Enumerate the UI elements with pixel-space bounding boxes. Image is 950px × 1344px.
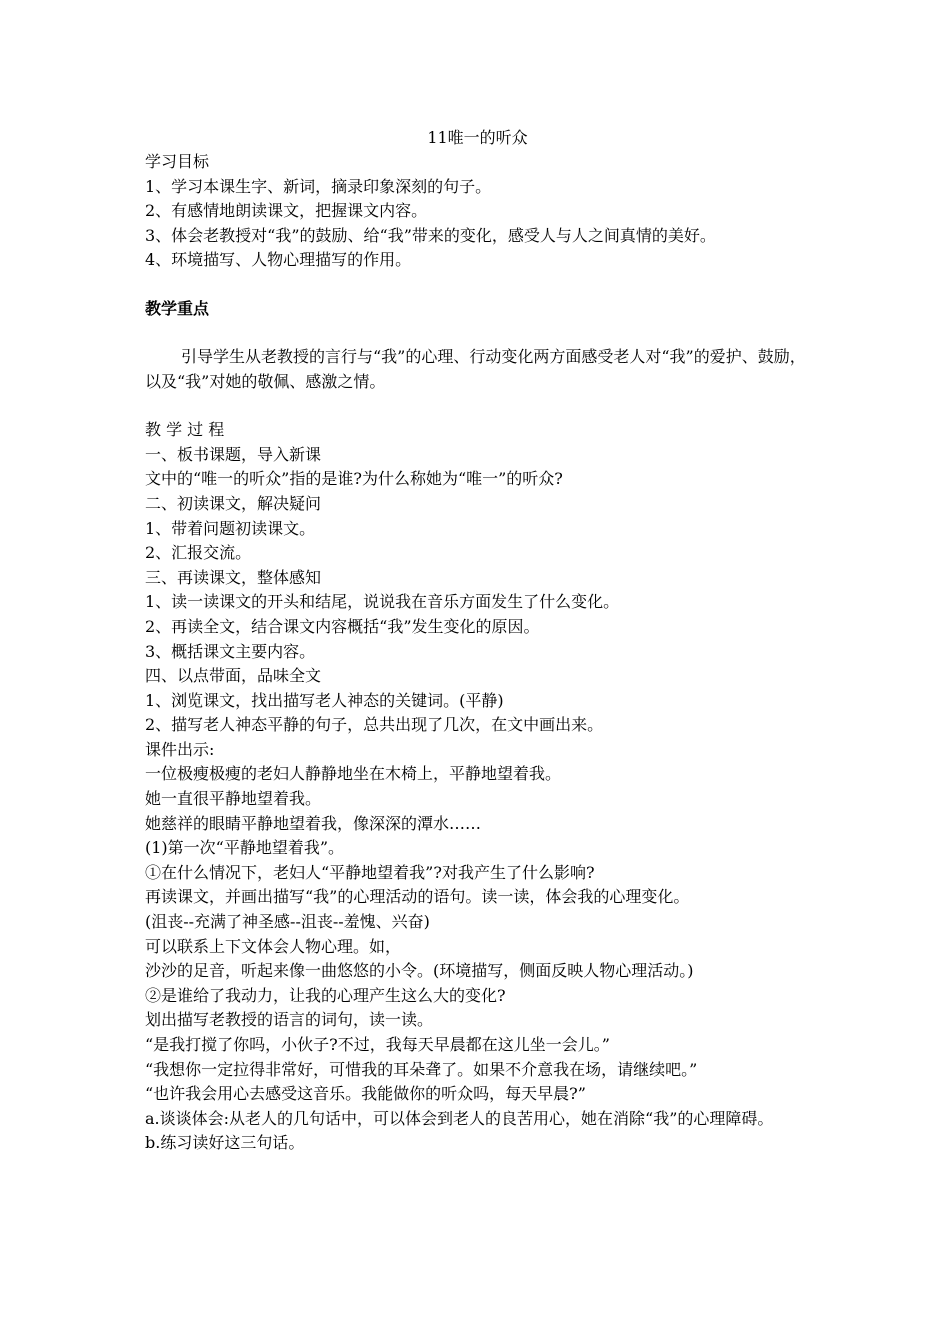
process-line: 3、概括课文主要内容。 xyxy=(145,641,316,661)
process-line: 三、再读课文，整体感知 xyxy=(145,567,322,587)
document-page xyxy=(145,126,810,1156)
process-line: “也许我会用心去感受这音乐。我能做你的听众吗，每天早晨?” xyxy=(145,1084,586,1104)
goal-item: 1、学习本课生字、新词，摘录印象深刻的句子。 xyxy=(145,176,492,196)
process-line: 1、浏览课文，找出描写老人神态的关键词。(平静) xyxy=(145,690,504,710)
process-line: (1)第一次“平静地望着我”。 xyxy=(145,838,345,858)
process-line: ①在什么情况下，老妇人“平静地望着我”?对我产生了什么影响? xyxy=(145,862,595,882)
document-title: 11唯一的听众 xyxy=(427,128,528,147)
process-line: 划出描写老教授的语言的词句，读一读。 xyxy=(145,1010,434,1030)
process-line: 文中的“唯一的听众”指的是谁?为什么称她为“唯一”的听众? xyxy=(145,469,563,489)
process-line: 一、板书课题，导入新课 xyxy=(145,444,322,464)
process-line: 再读课文，并画出描写“我”的心理活动的语句。读一读，体会我的心理变化。 xyxy=(145,887,690,907)
process-line: ②是谁给了我动力，让我的心理产生这么大的变化? xyxy=(145,985,506,1005)
focus-heading: 教学重点 xyxy=(145,298,210,318)
process-line: 可以联系上下文体会人物心理。如， xyxy=(145,936,402,956)
goal-item: 2、有感情地朗读课文，把握课文内容。 xyxy=(145,201,428,221)
process-line: “是我打搅了你吗，小伙子?不过，我每天早晨都在这儿坐一会儿。” xyxy=(145,1035,610,1054)
process-heading: 教 学 过 程 xyxy=(145,420,225,440)
process-line: 课件出示: xyxy=(145,739,215,759)
goal-item: 3、体会老教授对“我”的鼓励、给“我”带来的变化，感受人与人之间真情的美好。 xyxy=(145,225,716,245)
goal-item: 4、环境描写、人物心理描写的作用。 xyxy=(145,250,412,270)
process-line: 沙沙的足音，听起来像一曲悠悠的小令。(环境描写，侧面反映人物心理活动。) xyxy=(145,961,694,981)
process-line: “我想你一定拉得非常好，可惜我的耳朵聋了。如果不介意我在场，请继续吧。” xyxy=(145,1059,698,1079)
process-line: 2、描写老人神态平静的句子，总共出现了几次，在文中画出来。 xyxy=(145,715,604,735)
process-line: 2、再读全文，结合课文内容概括“我”发生变化的原因。 xyxy=(145,616,540,636)
process-line: 她慈祥的眼睛平静地望着我，像深深的潭水…… xyxy=(145,813,482,833)
process-line: 1、带着问题初读课文。 xyxy=(145,518,316,538)
process-line: 2、汇报交流。 xyxy=(145,543,252,563)
process-line: a.谈谈体会:从老人的几句话中，可以体会到老人的良苦用心，她在消除“我”的心理障碍。 xyxy=(145,1108,774,1128)
focus-paragraph: 引导学生从老教授的言行与“我”的心理、行动变化两方面感受老人对“我”的爱护、鼓励，以及“我”对她的敬佩、感激之情。 xyxy=(145,346,806,391)
process-line: 四、以点带面，品味全文 xyxy=(145,666,322,686)
process-line: (沮丧--充满了神圣感--沮丧--羞愧、兴奋) xyxy=(145,912,430,932)
goals-heading: 学习目标 xyxy=(145,152,210,171)
process-line: 二、初读课文，解决疑问 xyxy=(145,493,322,513)
process-line: 一位极瘦极瘦的老妇人静静地坐在木椅上，平静地望着我。 xyxy=(145,764,562,784)
process-line: 她一直很平静地望着我。 xyxy=(145,789,322,809)
process-line: 1、读一读课文的开头和结尾，说说我在音乐方面发生了什么变化。 xyxy=(145,592,620,612)
process-line: b.练习读好这三句话。 xyxy=(145,1133,305,1153)
